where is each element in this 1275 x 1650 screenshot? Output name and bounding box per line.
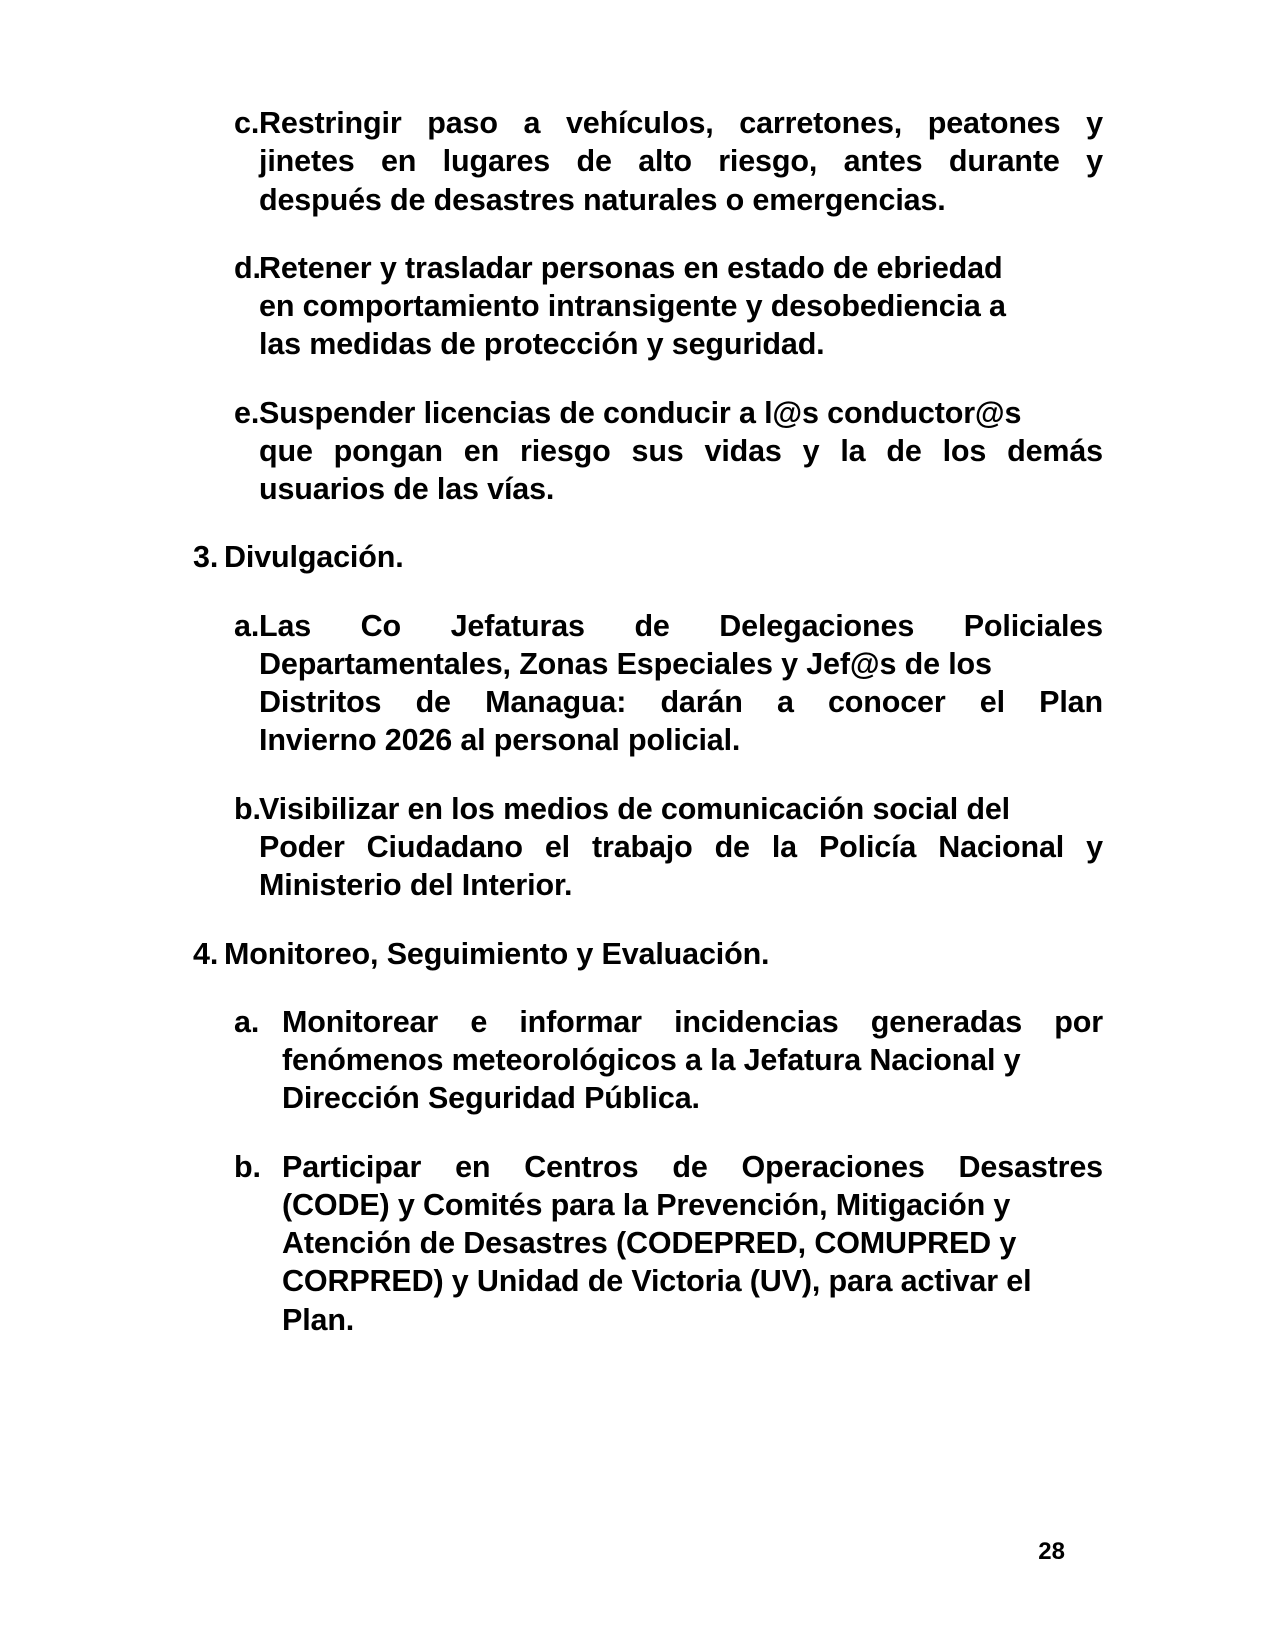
list-marker: 4. [193,936,219,971]
list-item-text: Retener y trasladar personas en estado de ebriedad en comportamiento intransigente y desobediencia a las medidas de protección y seguridad. [259,250,1006,362]
list-item [234,1003,1103,1118]
section-heading: Monitoreo, Seguimiento y Evaluación. [224,936,770,971]
list-marker: b. [234,791,261,826]
list-item-text [224,935,1103,973]
list-marker: d. [234,250,261,285]
list-item-text: Participar en Centros de Operaciones Desastres (CODE) y Comités para la Prevención, Mitigación y Atención de Desastres (CODEPRED, COMUPRED y CORPRED) y Unidad de Victoria (UV), para activar el Plan. [282,1149,1103,1337]
page-content [193,104,1103,1369]
list-marker: e. [234,395,260,430]
list-item [234,104,1103,219]
section-heading: Divulgación. [224,540,404,575]
page-number: 28 [1038,1538,1065,1565]
list-item [234,394,1103,509]
list-marker: a. [234,608,260,643]
list-item [234,607,1103,760]
list-marker: 3. [193,540,219,575]
list-item-text: Monitorear e informar incidencias generadas por fenómenos meteorológicos a la Jefatura Nacional y Dirección Seguridad Pública. [282,1004,1103,1116]
list-item [193,538,1103,576]
list-item [193,935,1103,973]
list-item [234,790,1103,905]
list-item-text [224,538,1103,576]
list-marker: a. [234,1004,260,1039]
list-marker: b. [234,1149,261,1184]
list-item [234,249,1103,364]
list-item-text: Suspender licencias de conducir a l@s conductor@s que pongan en riesgo sus vidas y la de los demás usuarios de las vías. [259,395,1103,507]
list-item-text: Las Co Jefaturas de Delegaciones Policiales Departamentales, Zonas Especiales y Jef@s de los Distritos de Managua: darán a conocer el Plan Invierno 2026 al personal policial. [259,608,1103,758]
list-item [234,1148,1103,1339]
list-item-text: Visibilizar en los medios de comunicación social del Poder Ciudadano el trabajo de la Policía Nacional y Ministerio del Interior. [259,791,1103,903]
list-marker: c. [234,106,260,140]
list-item-text: Restringir paso a vehículos, carretones, peatones y jinetes en lugares de alto riesgo, antes durante y después de desastres naturales o emergencias. [259,106,1103,217]
